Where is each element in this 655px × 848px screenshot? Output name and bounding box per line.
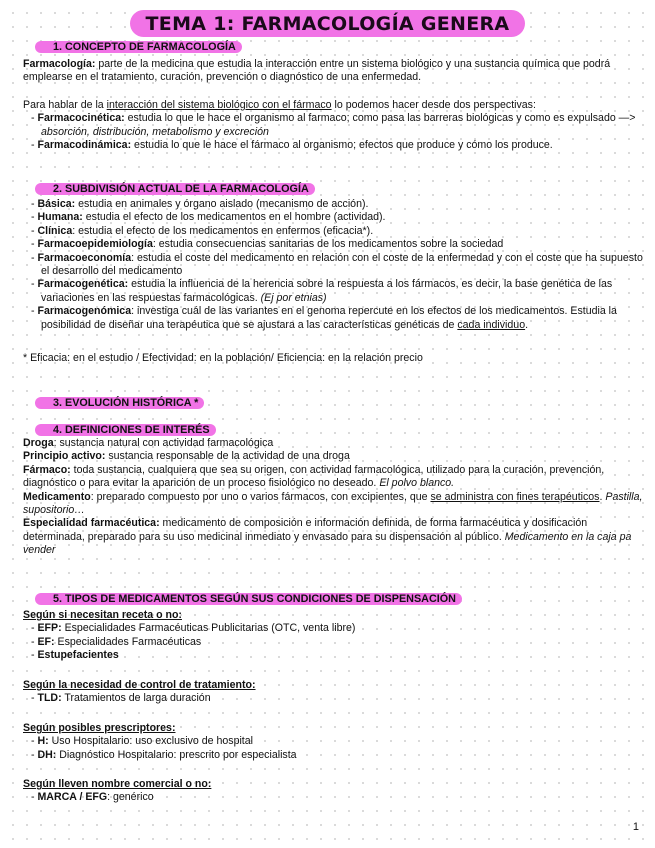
italic: El polvo blanco. (379, 477, 455, 490)
section-4-heading: 4. DEFINICIONES DE INTERÉS (35, 424, 216, 436)
item-text: : estudia el coste del medicamento en relación con el coste de la enfermedad y con el coste que ha supuesto el desarrollo del medicamento (41, 251, 643, 278)
section-2-heading: 2. SUBDIVISIÓN ACTUAL DE LA FARMACOLOGÍA (35, 183, 315, 195)
item-text: Diagnóstico Hospitalario: prescrito por especialista (56, 748, 297, 761)
note-text: * Eficacia: en el estudio / Efectividad: en la población/ Eficiencia: en la relación precio (23, 352, 423, 364)
list-item: - Básica: estudia en animales y órgano aislado (mecanismo de acción). (31, 198, 369, 210)
section-3 (23, 397, 643, 410)
section-1-definition (23, 58, 643, 85)
item-term: Farmacogenética: (37, 278, 129, 291)
italic: Medicamento en la caja pa vender (23, 530, 632, 557)
group-control (23, 679, 643, 706)
item-term: H: (37, 735, 49, 748)
list-item: - Farmacogenética: estudia la influencia de la herencia sobre la respuesta a los fármacos, es decir, la base genética de las variaciones en las respuestas farmacológicas. (Ej por etnias) (31, 278, 613, 304)
text: : preparado compuesto por uno o varios fármacos, con excipientes, que (90, 490, 431, 503)
list-item: - H: Uso Hospitalario: uso exclusivo de hospital (31, 735, 253, 748)
item-text: : investiga cuál de las variantes en el genoma repercute en los efectos de los medicamentos. Estudia la posibilidad de diseñar una terapéutica que se ajustara a las características genéticas de (41, 305, 617, 331)
section-5-heading: 5. TIPOS DE MEDICAMENTOS SEGÚN SUS CONDICIONES DE DISPENSACIÓN (35, 593, 462, 605)
term: Droga (23, 437, 54, 449)
section-1-perspectives (23, 99, 643, 153)
list-item-farmacocinetica: - Farmacocinética: estudia lo que le hace el organismo al farmaco; como pasa las barreras biológicas y como es expulsado —> absorción, distribución, metabolismo y excreción (31, 112, 636, 138)
term: Principio activo: (23, 450, 106, 463)
group-title: Según lleven nombre comercial o no: (23, 778, 212, 790)
group-title: Según posibles prescriptores: (23, 722, 176, 734)
term: Especialidad farmacéutica: (23, 517, 160, 530)
def-term: Farmacología: (23, 58, 96, 70)
list-item: - Farmacogenómica: investiga cuál de las variantes en el genoma repercute en los efectos de los medicamentos. Estudia la posibilidad de diseñar una terapéutica que se ajustara a las características genéticas de cada individuo. (31, 305, 617, 331)
item-term: DH: (37, 748, 57, 761)
item-text: Tratamientos de larga duración (61, 692, 211, 705)
item-term: EFP: (37, 622, 62, 635)
item-term: Farmacoepidemiología (37, 238, 153, 251)
pk-italic: absorción, distribución, metabolismo y excreción (41, 125, 269, 138)
group-receta (23, 609, 643, 663)
para-post: lo podemos hacer desde dos perspectivas: (331, 99, 536, 111)
def-droga (23, 437, 643, 450)
item-term: Básica: (37, 198, 76, 210)
list-item: - EF: Especialidades Farmacéuticas (31, 635, 202, 648)
item-text: : estudia consecuencias sanitarias de los medicamentos sobre la sociedad (152, 238, 504, 251)
term: Fármaco: (23, 463, 71, 476)
item-term: Clínica (37, 224, 73, 237)
item-term: MARCA / EFG (37, 791, 108, 804)
title-container (0, 10, 655, 37)
pd-text: estudia lo que le hace el fármaco al organismo; efectos que produce y cómo los produce. (131, 139, 553, 152)
page-title: TEMA 1: FARMACOLOGÍA GENERA (130, 10, 526, 37)
para-pre: Para hablar de la (23, 99, 107, 111)
def-especialidad (23, 517, 643, 557)
section-2 (23, 183, 643, 196)
text: medicamento de composición e información definida, de forma farmacéutica y dosificación determinada, preparado para su uso medicinal inmediato y envasado para su dispensación al público. (23, 517, 588, 543)
item-text: Especialidades Farmacéuticas Publicitarias (OTC, venta libre) (61, 622, 356, 635)
def-medicamento (23, 491, 643, 518)
italic: Pastilla, supositorio… (23, 490, 643, 517)
text: sustancia responsable de la actividad de una droga (105, 450, 350, 463)
def-farmaco (23, 464, 643, 491)
section-5 (23, 593, 643, 606)
item-text: : estudia el efecto de los medicamentos en enfermos (eficacia*). (72, 224, 374, 237)
item-term: Farmacoeconomía (37, 251, 132, 264)
underlined: se administra con fines terapéuticos (430, 490, 600, 503)
group-comercial (23, 778, 643, 805)
section-1-heading: 1. CONCEPTO DE FARMACOLOGÍA (35, 41, 242, 53)
para-underlined: interacción del sistema biológico con el fármaco (106, 99, 332, 111)
item-end: . (525, 318, 529, 331)
item-term: Humana: (37, 211, 83, 224)
item-term: Estupefacientes (37, 649, 119, 662)
list-item: - EFP: Especialidades Farmacéuticas Publicitarias (OTC, venta libre) (31, 622, 356, 635)
text: toda sustancia, cualquiera que sea su origen, con actividad farmacológica, utilizado para la curación, prevención, diagnóstico o para evitar la aparición de un proceso fisiológico no deseado. (23, 463, 605, 490)
pd-term: Farmacodinámica: (37, 139, 132, 152)
section-2-list (23, 198, 643, 332)
item-text: Uso Hospitalario: uso exclusivo de hospital (48, 735, 253, 748)
item-text: Especialidades Farmacéuticas (54, 635, 202, 648)
def-principio-activo (23, 450, 643, 463)
pk-text: estudia lo que le hace el organismo al farmaco; como pasa las barreras biológicas y como es expulsado —> (124, 112, 636, 125)
list-item: - MARCA / EFG: genérico (31, 791, 154, 804)
group-title: Según si necesitan receta o no: (23, 609, 182, 621)
section-3-heading: 3. EVOLUCIÓN HISTÓRICA * (35, 397, 204, 409)
pk-term: Farmacocinética: (37, 112, 125, 125)
list-item: - DH: Diagnóstico Hospitalario: prescrito por especialista (31, 748, 297, 761)
section-4 (23, 424, 643, 437)
list-item: - Humana: estudia el efecto de los medicamentos en el hombre (actividad). (31, 211, 386, 224)
eficacia-note (23, 352, 643, 365)
section-4-definitions (23, 437, 643, 558)
item-text: estudia el efecto de los medicamentos en el hombre (actividad). (82, 211, 386, 224)
list-item: - Farmacoepidemiología: estudia consecuencias sanitarias de los medicamentos sobre la sociedad (31, 238, 504, 251)
list-item: - Estupefacientes (31, 649, 119, 662)
item-text: estudia en animales y órgano aislado (mecanismo de acción). (75, 198, 369, 210)
group-prescriptores (23, 722, 643, 762)
item-text: : genérico (107, 791, 154, 804)
item-text: estudia la influencia de la herencia sobre la respuesta a los fármacos, es decir, la base genética de las variaciones en las respuestas farmacológicas. (41, 278, 613, 304)
item-italic: (Ej por etnias) (260, 291, 327, 304)
item-term: Farmacogenómica (37, 305, 132, 318)
item-term: TLD: (37, 692, 62, 705)
list-item: - Farmacoeconomía: estudia el coste del medicamento en relación con el coste de la enfermedad y con el coste que ha supuesto el desarrollo del medicamento (31, 251, 643, 278)
text: : sustancia natural con actividad farmacológica (53, 437, 274, 449)
list-item: - TLD: Tratamientos de larga duración (31, 692, 211, 705)
item-term: EF: (37, 635, 55, 648)
group-title: Según la necesidad de control de tratamiento: (23, 679, 256, 691)
page-number: 1 (632, 820, 639, 833)
section-1 (23, 41, 643, 54)
def-text: parte de la medicina que estudia la interacción entre un sistema biológico y una sustancia química que podrá emplearse en el tratamiento, curación, prevención o diagnóstico de una enfermedad. (23, 58, 611, 84)
list-item: - Clínica: estudia el efecto de los medicamentos en enfermos (eficacia*). (31, 224, 374, 237)
list-item-farmacodinamica: - Farmacodinámica: estudia lo que le hace el fármaco al organismo; efectos que produce y cómo los produce. (31, 139, 553, 152)
sep: . (599, 490, 606, 503)
term: Medicamento (23, 490, 91, 503)
item-underlined: cada individuo (457, 318, 526, 331)
